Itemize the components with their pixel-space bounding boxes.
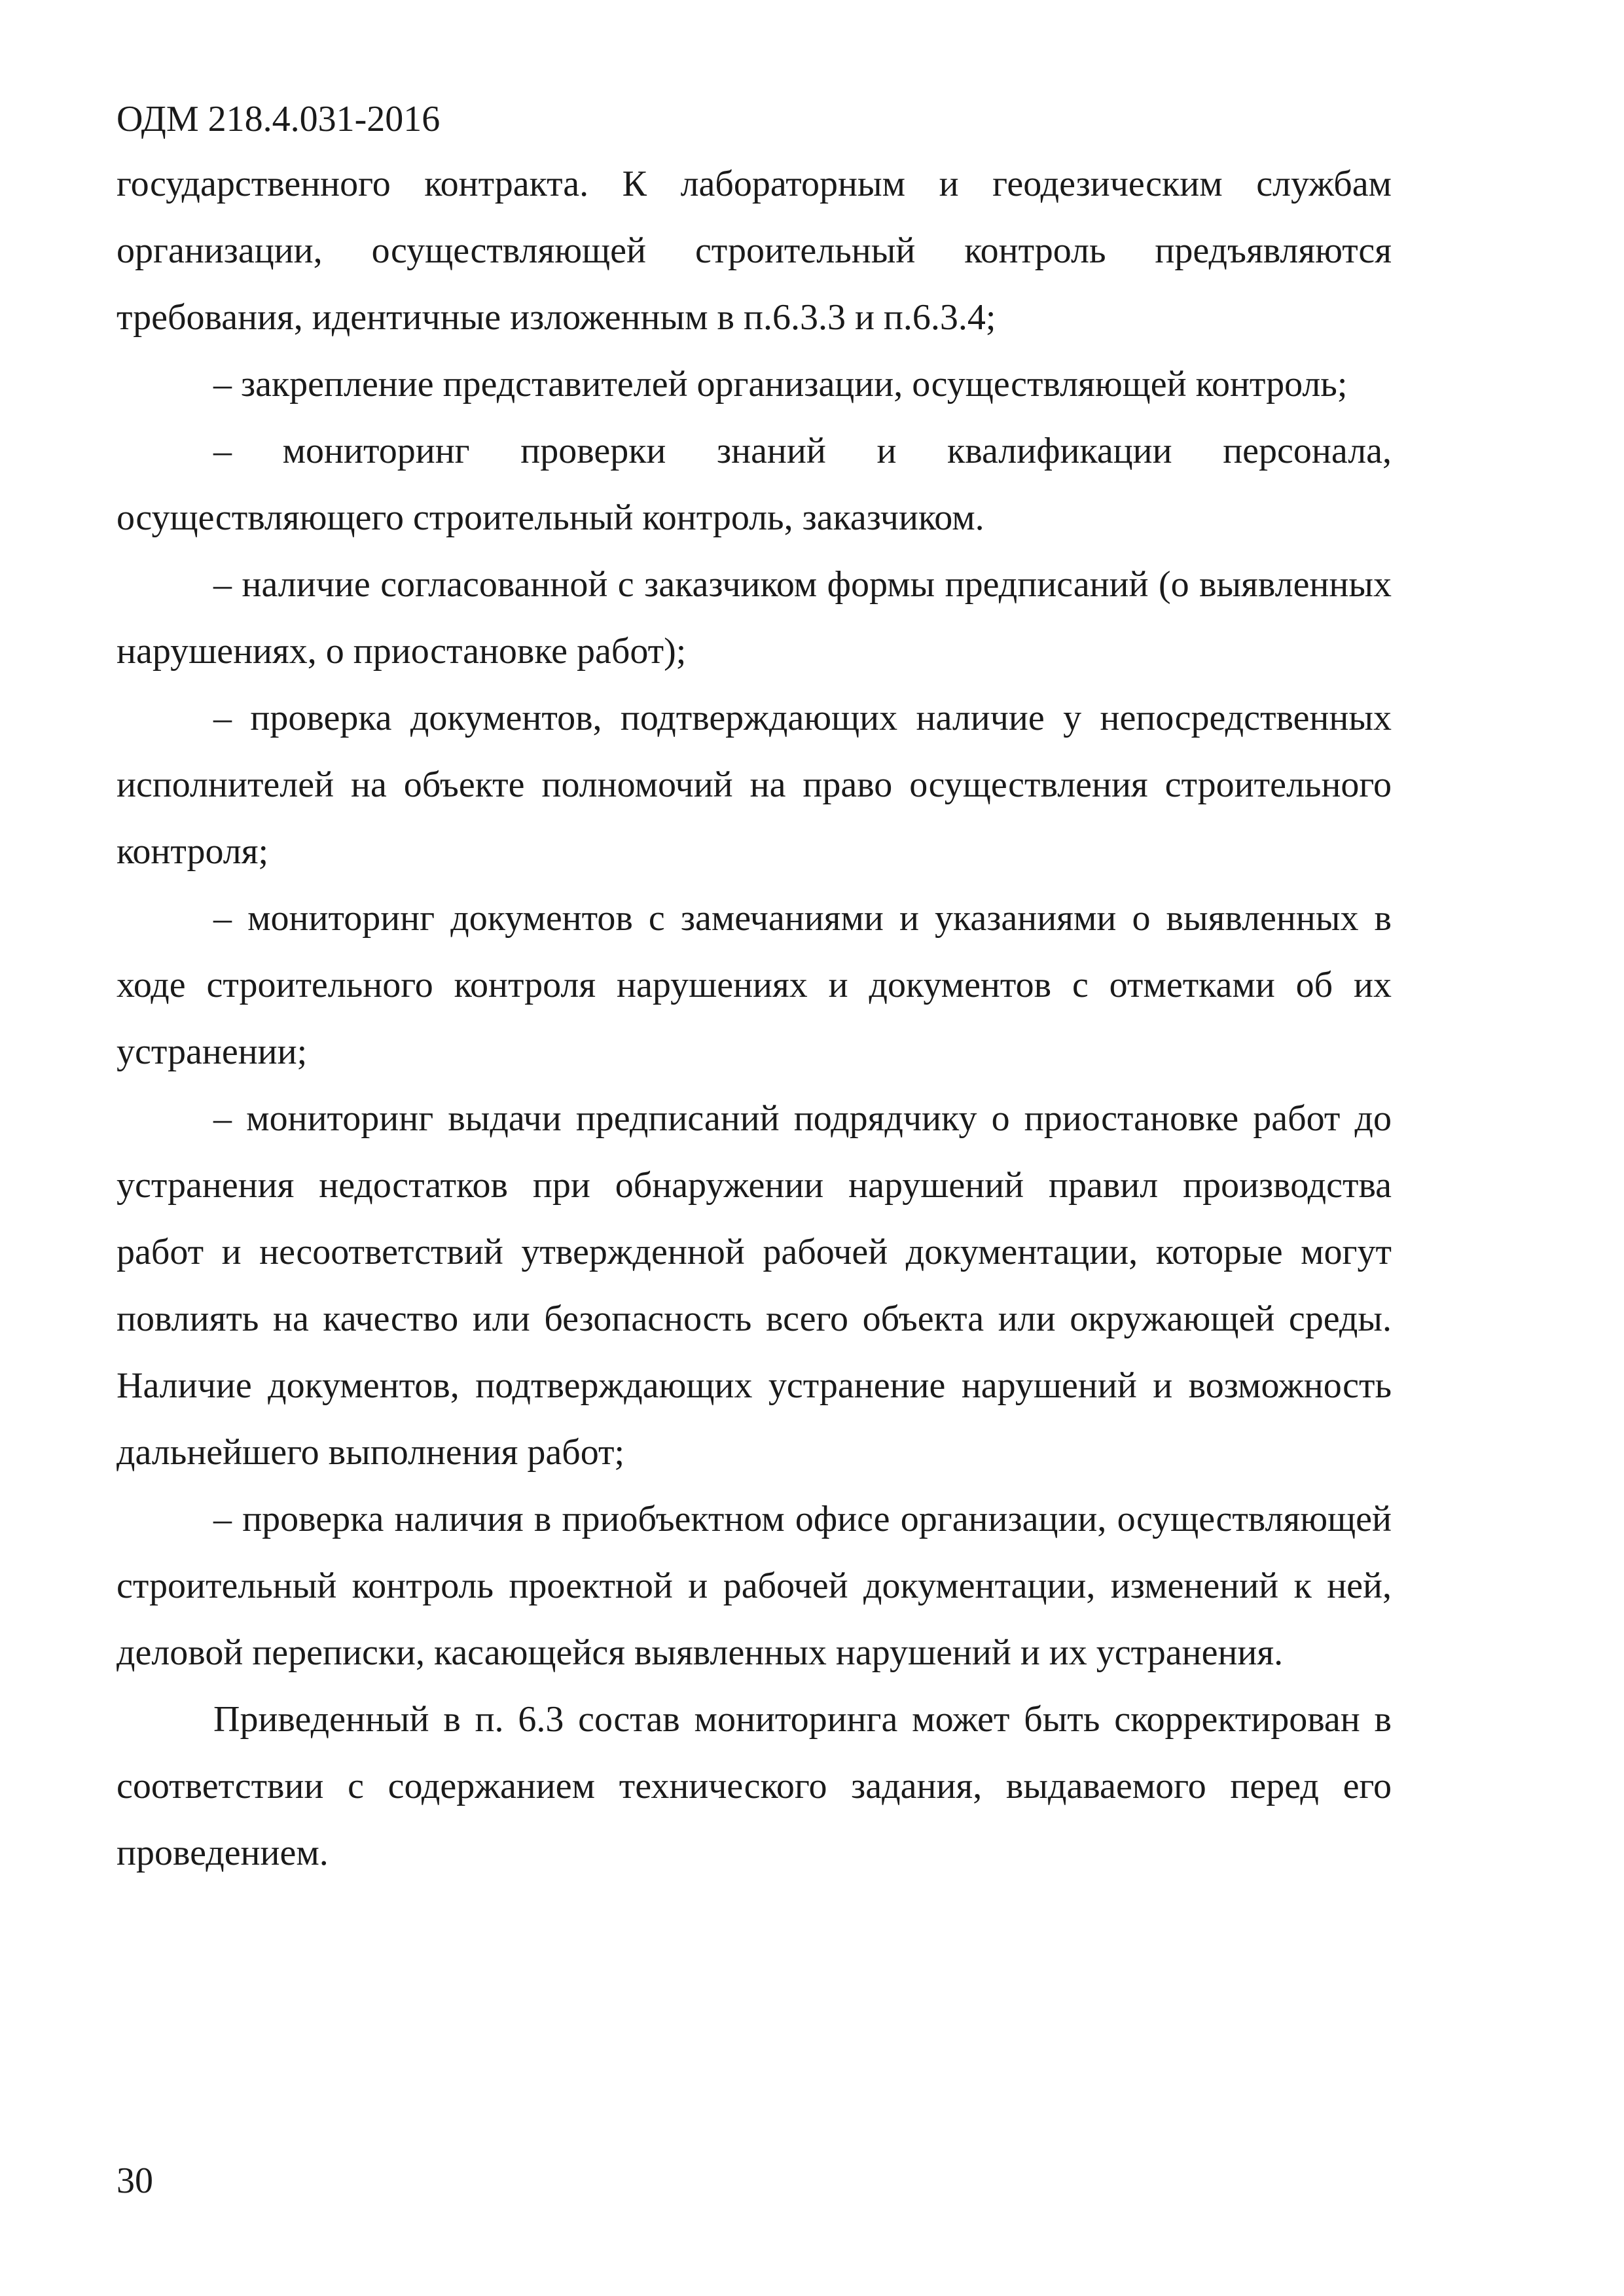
paragraph-monitoring-scope-note: Приведенный в п. 6.3 состав мониторинга может быть скорректирован в соответствии с содержанием технического задания, выдаваемого перед его проведением.: [117, 1699, 1392, 1873]
list-item-remarks-documents: – мониторинг документов с замечаниями и указаниями о выявленных в ходе строительного контроля нарушениях и документов с отметками об их устранении;: [117, 898, 1392, 1072]
document-body: [117, 151, 1392, 1886]
list-item-representatives: – закрепление представителей организации, осуществляющей контроль;: [213, 364, 1348, 404]
list-item-suspension-orders: – мониторинг выдачи предписаний подрядчику о приостановке работ до устранения недостатков при обнаружении нарушений правил производства работ и несоответствий утвержденной рабочей документации, которые могут повлиять на качество или безопасность всего объекта или окружающей среды. Наличие документов, подтверждающих устранение нарушений и возможность дальнейшего выполнения работ;: [117, 1098, 1392, 1473]
list-item-personnel-monitoring: – мониторинг проверки знаний и квалификации персонала, осуществляющего строительный контроль, заказчиком.: [117, 431, 1392, 538]
paragraph-contract-continuation: государственного контракта. К лабораторным и геодезическим службам организации, осуществляющей строительный контроль предъявляются требования, идентичные изложенным в п.6.3.3 и п.6.3.4;: [117, 164, 1392, 338]
list-item-site-office-documentation: – проверка наличия в приобъектном офисе организации, осуществляющей строительный контроль проектной и рабочей документации, изменений к ней, деловой переписки, касающейся выявленных нарушений и их устранения.: [117, 1499, 1392, 1673]
page-number: 30: [117, 2161, 153, 2201]
document-code-header: ОДМ 218.4.031-2016: [117, 99, 441, 139]
list-item-authority-documents: – проверка документов, подтверждающих наличие у непосредственных исполнителей на объекте полномочий на право осуществления строительного контроля;: [117, 698, 1392, 872]
list-item-orders-form: – наличие согласованной с заказчиком формы предписаний (о выявленных нарушениях, о приостановке работ);: [117, 564, 1392, 672]
